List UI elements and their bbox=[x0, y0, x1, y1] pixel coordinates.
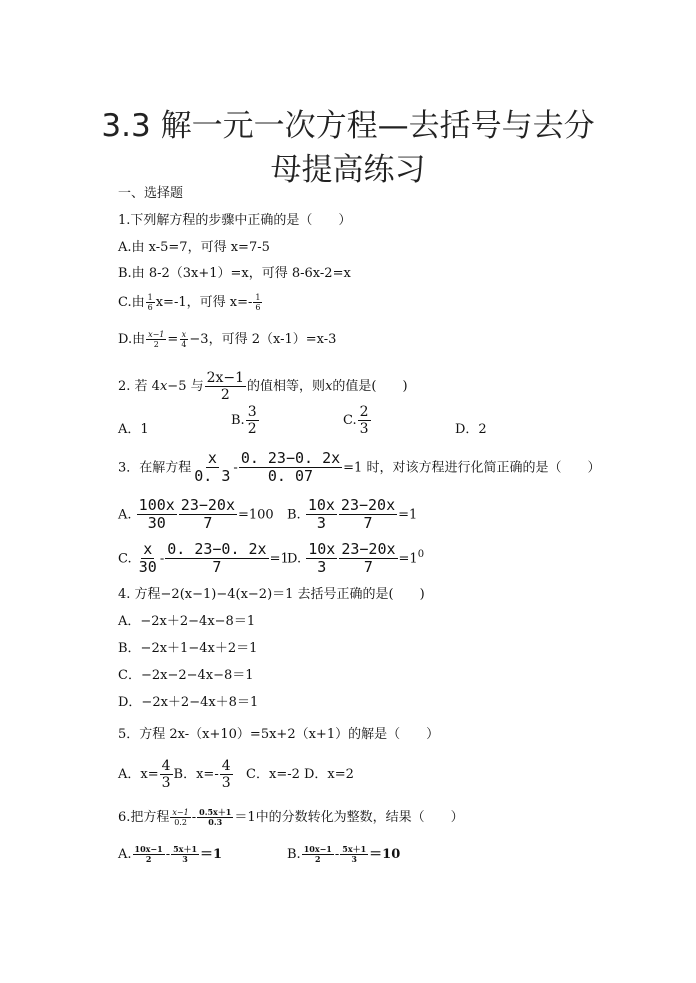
q3-suffix: =1 时，对该方程进行化简正确的是（ ） bbox=[343, 460, 601, 476]
q3-f2-den: 0. 07 bbox=[267, 467, 314, 486]
q6-a-den2: 3 bbox=[182, 854, 188, 864]
q1-c-fraction bbox=[146, 293, 155, 312]
q6-b-den2: 3 bbox=[351, 854, 357, 864]
q2-option-c bbox=[343, 404, 372, 437]
q3-c-f1n: x bbox=[143, 540, 153, 558]
q3-d-f2d: 7 bbox=[363, 558, 373, 577]
q2-b-num: 3 bbox=[247, 404, 257, 420]
q3-c-f2n: 0. 23−0. 2x bbox=[167, 540, 267, 558]
q3-f1-den: 0. 3 bbox=[194, 467, 231, 486]
q3-prefix: 3．在解方程 bbox=[118, 460, 192, 476]
q3-d-f1n: 10x bbox=[308, 540, 336, 558]
q2-stem bbox=[118, 370, 408, 403]
q3-b-f2n: 23−20x bbox=[340, 496, 396, 514]
q6-a-den1: 2 bbox=[145, 854, 152, 864]
q2-option-a: A．1 bbox=[118, 422, 149, 437]
q2-b-den: 2 bbox=[247, 421, 257, 438]
q6-fraction-2 bbox=[197, 808, 233, 827]
q6-den1: 0.2 bbox=[174, 818, 187, 828]
q3-a-f2n: 23−20x bbox=[180, 496, 235, 514]
q1-d-prefix: D.由 bbox=[118, 332, 146, 348]
q3-b-f1n: 10x bbox=[307, 496, 335, 514]
q3-c-fraction-1 bbox=[137, 541, 159, 577]
q2-mid1: −5 与 bbox=[167, 379, 204, 395]
q3-a-f2d: 7 bbox=[203, 514, 213, 533]
q6-num1: x−1 bbox=[172, 808, 189, 817]
q6-option-a bbox=[118, 843, 222, 864]
q1-d-fraction-1 bbox=[146, 330, 166, 349]
q2-option-b bbox=[231, 404, 260, 437]
q2-c-fraction bbox=[358, 404, 371, 437]
q5-options-cd: C．x=-2 D．x=2 bbox=[246, 767, 354, 783]
q3-b-fraction-1 bbox=[306, 497, 337, 533]
q1-option-b: B.由 8-2（3x+1）=x，可得 8-6x-2=x bbox=[118, 266, 351, 281]
q5-options bbox=[118, 758, 354, 791]
q4-option-b: B．−2x＋1−4x＋2＝1 bbox=[118, 641, 258, 656]
q3-a-fraction-2 bbox=[179, 497, 237, 533]
q1-c-mid: x=-1，可得 x=- bbox=[155, 295, 253, 311]
q3-d-f2n: 23−20x bbox=[341, 540, 396, 558]
q6-a-minus: - bbox=[165, 847, 171, 862]
q3-b-label: B. bbox=[287, 507, 301, 523]
q3-b-f2d: 7 bbox=[363, 514, 373, 533]
page-title-line-2: 母提高练习 bbox=[270, 152, 426, 188]
q6-prefix: 6.把方程 bbox=[118, 810, 170, 826]
q3-c-f1d: 30 bbox=[138, 558, 157, 577]
q3-b-rhs: =1 bbox=[398, 507, 418, 523]
q1-d-den1: 2 bbox=[153, 340, 159, 350]
q2-c-num: 2 bbox=[359, 404, 369, 420]
q3-a-fraction-1 bbox=[137, 497, 177, 533]
q4-option-a: A．−2x＋2−4x−8＝1 bbox=[118, 614, 256, 629]
q3-c-f2d: 7 bbox=[212, 558, 222, 577]
q2-option-d: D．2 bbox=[455, 422, 487, 437]
q3-d-f1d: 3 bbox=[317, 558, 327, 577]
q3-option-a bbox=[118, 497, 274, 533]
q3-f1-num: x bbox=[207, 449, 217, 467]
q2-fraction bbox=[205, 370, 246, 403]
q5-a-label: A．x= bbox=[118, 767, 159, 783]
q6-den2: 0.3 bbox=[208, 817, 223, 828]
q6-a-num2: 5x＋1 bbox=[173, 843, 198, 854]
q3-d-label: D. bbox=[287, 551, 302, 567]
q5-stem: 5．方程 2x-（x+10）=5x+2（x+1）的解是（ ） bbox=[118, 727, 440, 742]
q3-a-f1n: 100x bbox=[138, 496, 175, 514]
q6-a-num1: 10x−1 bbox=[134, 843, 163, 854]
q3-option-d bbox=[287, 541, 424, 577]
q6-suffix: ＝1中的分数转化为整数，结果（ ） bbox=[234, 810, 464, 826]
q4-option-c: C．−2x−2−4x−8＝1 bbox=[118, 668, 254, 683]
q3-b-fraction-2 bbox=[339, 497, 397, 533]
q6-a-fraction-2 bbox=[171, 845, 199, 864]
q3-stem bbox=[118, 450, 600, 486]
q3-f2-num: 0. 23−0. 2x bbox=[240, 449, 341, 467]
q6-option-b bbox=[287, 843, 400, 864]
q1-option-d bbox=[118, 330, 336, 349]
q5-b-fraction bbox=[220, 758, 233, 791]
q2-mid2: 的值相等，则 bbox=[247, 379, 326, 395]
q3-b-f1d: 3 bbox=[316, 514, 326, 533]
q6-stem bbox=[118, 808, 464, 827]
q1-c-fraction-2 bbox=[253, 293, 262, 312]
q2-num: 2x−1 bbox=[206, 370, 245, 386]
q2-suffix: 的值是( ) bbox=[332, 379, 408, 395]
page-title-line-1: 3.3 解一元一次方程—去括号与去分 bbox=[101, 108, 595, 144]
q1-c-den: 6 bbox=[147, 303, 153, 313]
q1-c-num: 1 bbox=[147, 293, 153, 302]
q3-d-rhs: =1 bbox=[398, 551, 418, 567]
q1-option-a: A.由 x-5=7，可得 x=7-5 bbox=[118, 240, 270, 255]
q4-stem: 4. 方程−2(x−1)−4(x−2)＝1 去括号正确的是( ) bbox=[118, 587, 425, 602]
q2-den: 2 bbox=[220, 387, 230, 404]
q3-a-rhs: =100 bbox=[237, 507, 274, 523]
q3-c-rhs: =1 bbox=[269, 551, 289, 567]
q3-d-fraction-2 bbox=[339, 541, 397, 577]
q6-b-label: B. bbox=[287, 847, 301, 862]
q6-num2: 0.5x＋1 bbox=[199, 807, 232, 817]
q3-c-label: C. bbox=[118, 551, 132, 567]
q1-d-suffix: −3，可得 2（x-1）=x-3 bbox=[189, 332, 337, 348]
q6-b-fraction-1 bbox=[302, 845, 334, 864]
q6-a-label: A. bbox=[118, 847, 132, 862]
q1-d-den2: 4 bbox=[181, 340, 187, 350]
q3-a-f1d: 30 bbox=[147, 514, 166, 533]
q3-c-minus: - bbox=[159, 551, 165, 567]
q2-prefix: 2. 若 4 bbox=[118, 379, 160, 395]
q3-d-fraction-1 bbox=[306, 541, 337, 577]
q6-b-den1: 2 bbox=[314, 854, 321, 864]
q3-minus: - bbox=[233, 460, 238, 476]
q5-b-label: B．x=- bbox=[173, 767, 219, 783]
q6-b-num1: 10x−1 bbox=[303, 843, 332, 854]
q1-option-c bbox=[118, 293, 263, 312]
q3-option-b bbox=[287, 497, 417, 533]
q4-option-d: D．−2x＋2−4x＋8＝1 bbox=[118, 695, 259, 710]
q1-d-num1: x−1 bbox=[148, 330, 165, 339]
q1-d-num2: x bbox=[181, 330, 187, 339]
q6-a-fraction-1 bbox=[133, 845, 165, 864]
q5-a-den: 3 bbox=[161, 775, 171, 792]
q2-b-fraction bbox=[246, 404, 259, 437]
q3-d-sup: 0 bbox=[417, 548, 425, 560]
q3-c-fraction-2 bbox=[165, 541, 268, 577]
q2-b-label: B. bbox=[231, 413, 245, 429]
q3-a-label: A. bbox=[118, 507, 132, 523]
q1-c-num2: 1 bbox=[255, 293, 261, 302]
q3-fraction-1 bbox=[192, 450, 232, 486]
q5-b-num: 4 bbox=[221, 758, 231, 774]
q5-a-num: 4 bbox=[161, 758, 171, 774]
q6-b-minus: - bbox=[334, 847, 340, 862]
section-heading: 一、选择题 bbox=[118, 186, 184, 201]
q2-c-label: C. bbox=[343, 413, 357, 429]
q1-d-equals: = bbox=[167, 332, 179, 348]
q6-b-num2: 5x＋1 bbox=[342, 843, 367, 854]
q2-c-den: 3 bbox=[359, 421, 369, 438]
q1-d-fraction-2 bbox=[179, 330, 188, 349]
q2-var: x bbox=[159, 379, 168, 395]
q6-fraction-1 bbox=[170, 808, 190, 827]
q5-b-den: 3 bbox=[221, 775, 231, 792]
q5-a-fraction bbox=[160, 758, 173, 791]
q3-fraction-2 bbox=[239, 450, 342, 486]
q6-b-rhs: ＝10 bbox=[369, 847, 401, 862]
q6-minus: - bbox=[191, 810, 197, 826]
q2-var2: x bbox=[325, 379, 333, 395]
q1-stem: 1.下列解方程的步骤中正确的是（ ） bbox=[118, 213, 352, 228]
q6-b-fraction-2 bbox=[340, 845, 368, 864]
q6-a-rhs: ＝1 bbox=[200, 847, 223, 862]
q1-c-den2: 6 bbox=[255, 303, 261, 313]
q3-option-c bbox=[118, 541, 289, 577]
q1-c-prefix: C.由 bbox=[118, 295, 145, 311]
